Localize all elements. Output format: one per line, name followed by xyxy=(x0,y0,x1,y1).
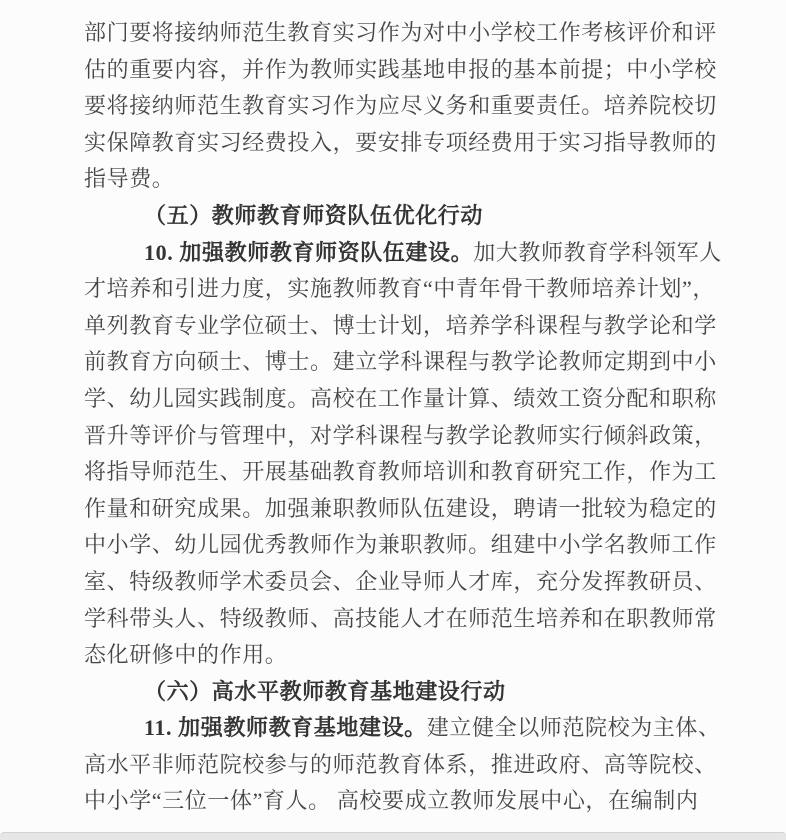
text-run: 学科带头人、特级教师、高技能人才在师范生培养和在职教师常 xyxy=(84,605,717,631)
text-run: 实保障教育实习经费投入，要安排专项经费用于实习指导教师的 xyxy=(84,129,717,155)
bold-text-run: （五）教师教育师资队伍优化行动 xyxy=(144,202,484,228)
page-bottom-edge xyxy=(0,832,786,840)
text-run: 前教育方向硕士、博士。建立学科课程与教学论教师定期到中小 xyxy=(84,349,717,375)
document-text-block xyxy=(84,15,724,820)
text-run: 学、幼儿园实践制度。高校在工作量计算、绩效工资分配和职称 xyxy=(84,385,717,411)
text-line xyxy=(84,491,724,528)
text-run: 态化研修中的作用。 xyxy=(84,642,288,668)
text-line xyxy=(84,271,724,308)
bold-text-run: 11. 加强教师教育基地建设。 xyxy=(144,715,427,741)
text-line xyxy=(84,308,724,345)
text-line xyxy=(84,235,724,272)
text-line xyxy=(84,527,724,564)
bold-text-run: （六）高水平教师教育基地建设行动 xyxy=(144,678,506,704)
text-line xyxy=(84,454,724,491)
text-line xyxy=(84,344,724,381)
section-heading xyxy=(84,198,724,235)
section-heading xyxy=(84,674,724,711)
text-line xyxy=(84,747,724,784)
text-run: 将指导师范生、开展基础教育教师培训和教育研究工作，作为工 xyxy=(84,459,717,485)
text-line xyxy=(84,381,724,418)
text-run: 才培养和引进力度，实施教师教育“中青年骨干教师培养计划”， xyxy=(84,276,715,302)
text-run: 加大教师教育学科领军人 xyxy=(473,239,722,265)
text-run: 估的重要内容，并作为教师实践基地申报的基本前提；中小学校 xyxy=(84,56,717,82)
text-run: 中小学“三位一体”育人。 高校要成立教师发展中心，在编制内 xyxy=(84,788,699,814)
text-run: 部门要将接纳师范生教育实习作为对中小学校工作考核评价和评 xyxy=(84,20,717,45)
text-line xyxy=(84,52,724,89)
text-run: 指导费。 xyxy=(84,166,175,192)
text-run: 要将接纳师范生教育实习作为应尽义务和重要责任。培养院校切 xyxy=(84,93,717,119)
bold-text-run: 10. 加强教师教育师资队伍建设。 xyxy=(144,239,474,265)
text-run: 单列教育专业学位硕士、博士计划，培养学科课程与教学论和学 xyxy=(84,312,717,338)
text-line xyxy=(84,783,724,820)
text-line xyxy=(84,710,724,747)
text-line xyxy=(84,161,724,198)
text-line xyxy=(84,15,724,52)
text-run: 中小学、幼儿园优秀教师作为兼职教师。组建中小学名教师工作 xyxy=(84,532,717,558)
text-line xyxy=(84,88,724,125)
text-line xyxy=(84,637,724,674)
text-run: 晋升等评价与管理中，对学科课程与教学论教师实行倾斜政策， xyxy=(84,422,717,448)
text-line xyxy=(84,125,724,162)
text-run: 建立健全以师范院校为主体、 xyxy=(426,715,721,741)
text-run: 高水平非师范院校参与的师范教育体系，推进政府、高等院校、 xyxy=(84,751,717,777)
text-line xyxy=(84,601,724,638)
text-run: 室、特级教师学术委员会、企业导师人才库，充分发挥教研员、 xyxy=(84,568,717,594)
text-run: 作量和研究成果。加强兼职教师队伍建设，聘请一批较为稳定的 xyxy=(84,495,717,521)
text-line xyxy=(84,418,724,455)
text-line xyxy=(84,564,724,601)
